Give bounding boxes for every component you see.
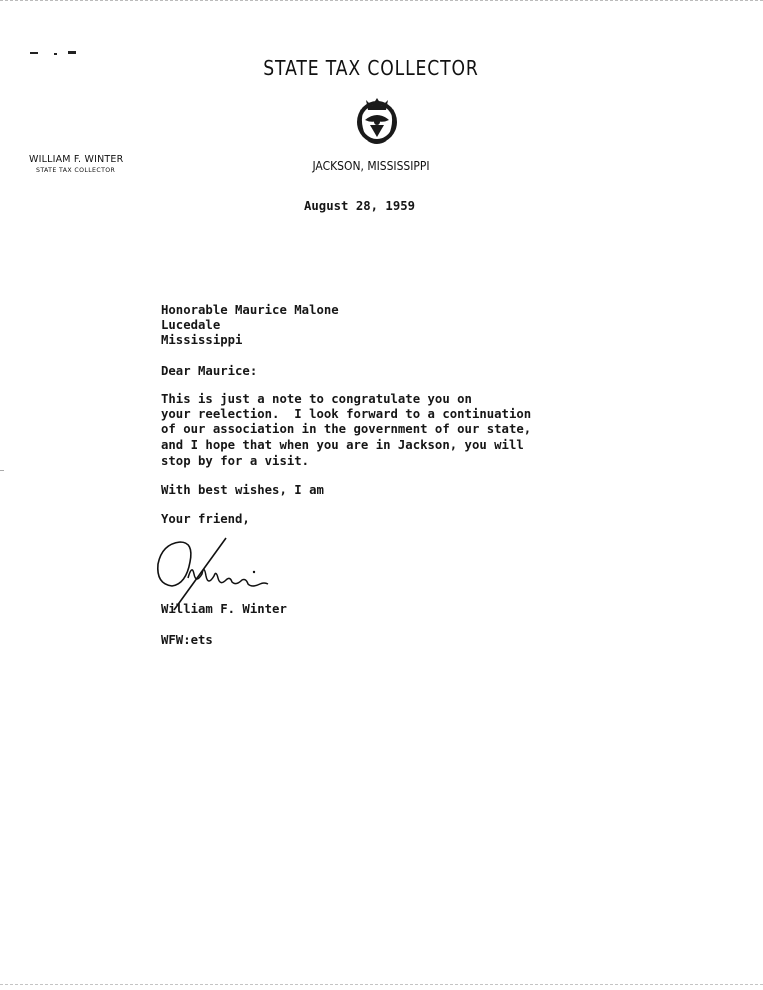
typed-name: William F. Winter xyxy=(161,602,287,616)
body-line: stop by for a visit. xyxy=(161,454,310,468)
top-page-edge xyxy=(0,0,763,3)
closing-line: With best wishes, I am xyxy=(161,483,324,497)
recipient-line: Mississippi xyxy=(161,333,243,347)
bottom-page-edge xyxy=(0,984,763,987)
body-line: your reelection. I look forward to a continuation xyxy=(161,407,532,421)
letterhead-city: JACKSON, MISSISSIPPI xyxy=(312,158,430,173)
corner-marks xyxy=(30,50,80,56)
office-title: STATE TAX COLLECTOR xyxy=(263,56,479,80)
sender-title: STATE TAX COLLECTOR xyxy=(36,167,116,174)
body-line: of our association in the government of our state, xyxy=(161,422,532,436)
state-seal-icon xyxy=(348,92,406,148)
body-line: This is just a note to congratulate you on xyxy=(161,392,472,406)
salutation: Dear Maurice: xyxy=(161,364,258,378)
margin-tick xyxy=(0,470,4,471)
sender-name: WILLIAM F. WINTER xyxy=(29,154,124,165)
recipient-line: Lucedale xyxy=(161,318,221,332)
recipient-line: Honorable Maurice Malone xyxy=(161,303,339,317)
reference-initials: WFW:ets xyxy=(161,633,213,647)
body-line: and I hope that when you are in Jackson, you will xyxy=(161,438,524,452)
letter-date: August 28, 1959 xyxy=(304,199,416,213)
complimentary-close: Your friend, xyxy=(161,512,250,526)
